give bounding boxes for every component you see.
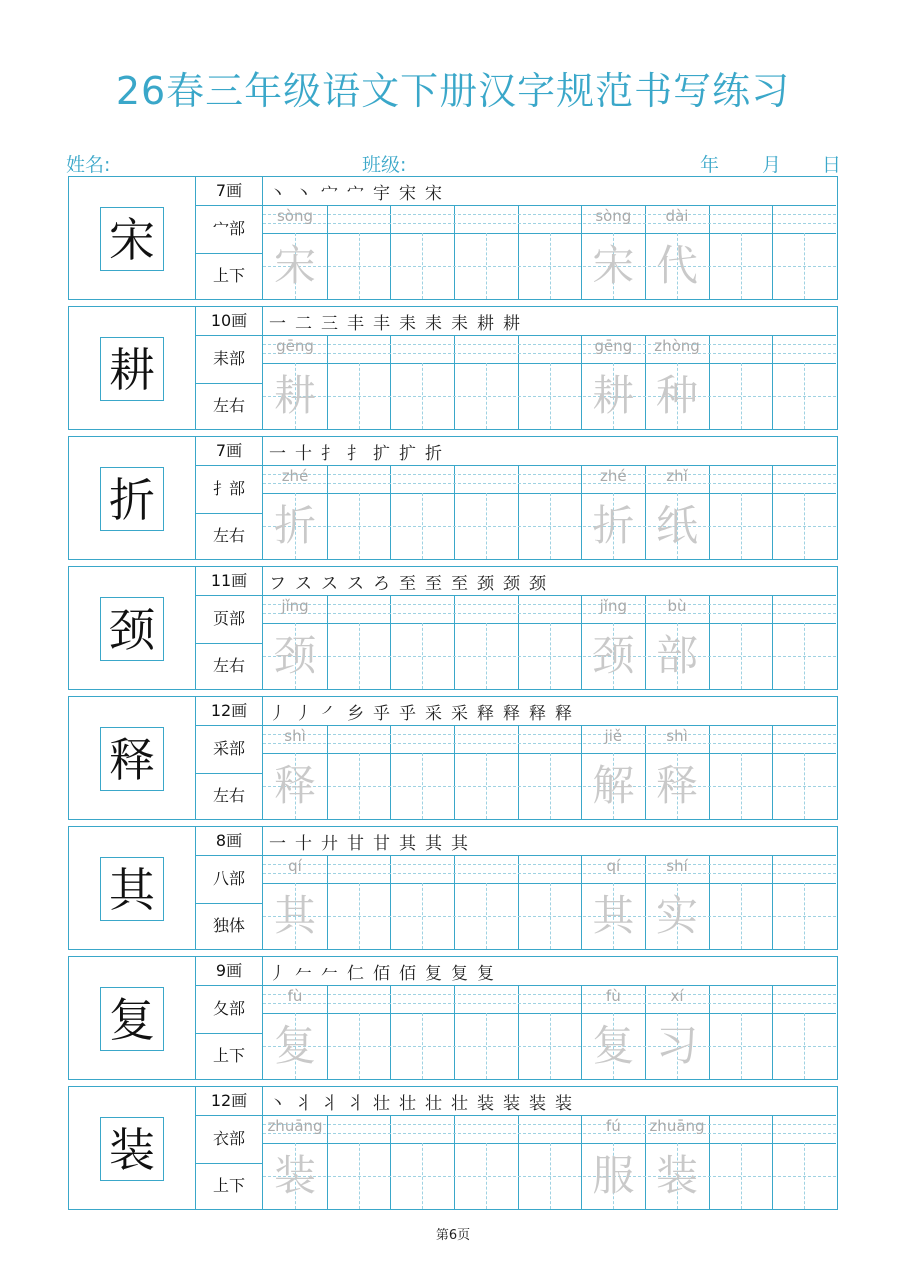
practice-grid [262,956,838,1080]
stroke-step: 采 [425,704,442,724]
char-block [68,1086,838,1210]
char-info [196,1086,262,1210]
trace-char: 复 [592,1021,635,1070]
stroke-step: 装 [477,1094,494,1114]
stroke-step: 复 [451,964,468,984]
stroke-step: ㇒ [321,704,338,724]
stroke-step: 宇 [373,184,390,204]
big-char-cell [68,696,196,820]
radical: 衣部 [196,1115,262,1164]
stroke-step: 乎 [373,704,390,724]
structure: 左右 [212,396,245,415]
stroke-step: 扩 [399,444,416,464]
char-block [68,436,838,560]
stroke-order [263,177,836,206]
pinyin: gēng [594,337,633,355]
stroke-step: 释 [529,704,546,724]
practice-grid [262,1086,838,1210]
stroke-step: 其 [425,834,442,854]
big-char: 颈 [100,597,164,661]
radical: 夂部 [196,985,262,1034]
stroke-count: 9画 [196,957,262,986]
pinyin: jǐng [281,597,309,615]
trace-char: 颈 [592,631,635,680]
stroke-step: 装 [555,1094,572,1114]
stroke-step: 壮 [373,1094,390,1114]
trace-char: 装 [655,1151,698,1200]
stroke-step: 颈 [529,574,546,594]
stroke-step: フ [269,574,286,594]
pinyin: xí [670,987,684,1005]
stroke-step: 释 [555,704,572,724]
stroke-step: 一 [269,444,286,464]
month-label: 月 [762,154,782,176]
stroke-step: 二 [295,314,312,334]
trace-char: 折 [592,501,635,550]
stroke-step: 耒 [399,314,416,334]
writing-row [263,623,836,689]
page-title: 26春三年级语文下册汉字规范书写练习 [115,69,791,113]
trace-char: 其 [592,891,635,940]
stroke-step: 丬 [321,1094,338,1114]
trace-char: 实 [655,891,698,940]
pinyin: qí [606,857,621,875]
big-char-cell [68,306,196,430]
char-info [196,436,262,560]
stroke-step: 壮 [425,1094,442,1114]
radical: 扌部 [196,465,262,514]
char-info [196,826,262,950]
pinyin: zhòng [654,337,700,355]
pinyin: fù [605,987,621,1005]
radical: 耒部 [196,335,262,384]
char-block [68,306,838,430]
char-info [196,956,262,1080]
stroke-step: 丿 [269,704,286,724]
trace-char: 装 [273,1151,316,1200]
stroke-step: 至 [451,574,468,594]
stroke-step: 装 [503,1094,520,1114]
stroke-order [263,827,836,856]
pinyin: zhǐ [666,467,688,485]
stroke-step: ス [321,574,338,594]
pinyin: dài [665,207,689,225]
pinyin-row [263,985,836,1014]
writing-row [263,883,836,949]
trace-char: 释 [655,761,698,810]
pinyin: zhuāng [267,1117,323,1135]
stroke-count: 12画 [196,1087,262,1116]
stroke-step: 耕 [477,314,494,334]
big-char: 折 [100,467,164,531]
big-char-cell [68,566,196,690]
stroke-step: 丶 [269,1094,286,1114]
class-label: 班级: [362,154,407,176]
pinyin: zhuāng [649,1117,705,1135]
structure: 左右 [212,786,245,805]
stroke-order [263,437,836,466]
stroke-count: 10画 [196,307,262,336]
stroke-step: 丬 [347,1094,364,1114]
pinyin: bù [667,597,687,615]
year-label: 年 [700,154,720,176]
pinyin: sòng [595,207,632,225]
stroke-step: 丶 [295,184,312,204]
trace-char: 部 [655,631,698,680]
pinyin: zhé [600,467,627,485]
big-char-cell [68,436,196,560]
pinyin: jiě [604,727,623,745]
big-char-cell [68,1086,196,1210]
stroke-step: 乎 [399,704,416,724]
structure: 上下 [212,1176,245,1195]
stroke-order [263,307,836,336]
practice-grid [262,566,838,690]
pinyin: fù [287,987,303,1005]
trace-char: 耕 [273,371,316,420]
char-info [196,696,262,820]
pinyin: shì [284,727,306,745]
stroke-step: 甘 [373,834,390,854]
stroke-step: 丿 [269,964,286,984]
pinyin: shì [666,727,688,745]
big-char-cell [68,826,196,950]
pinyin: zhé [281,467,309,485]
structure: 独体 [212,916,245,935]
stroke-step: 𠂉 [295,964,312,984]
writing-row [263,233,836,299]
writing-row [263,493,836,559]
pinyin: gēng [276,337,314,355]
stroke-step: 扩 [373,444,390,464]
radical: 页部 [196,595,262,644]
trace-char: 服 [592,1151,635,1200]
stroke-step: 其 [451,834,468,854]
stroke-step: 扌 [347,444,364,464]
practice-grid [262,826,838,950]
char-block [68,956,838,1080]
stroke-step: 乡 [347,704,364,724]
name-label: 姓名: [66,154,111,176]
stroke-step: 宀 [347,184,364,204]
stroke-step: 颈 [503,574,520,594]
char-info [196,566,262,690]
page-number: 第6页 [435,1228,471,1243]
stroke-step: 折 [425,444,442,464]
stroke-step: 甘 [347,834,364,854]
stroke-step: 耒 [451,314,468,334]
practice-grid [262,176,838,300]
pinyin: jǐng [599,597,628,615]
stroke-count: 8画 [196,827,262,856]
trace-char: 折 [273,501,316,550]
stroke-step: 十 [295,444,312,464]
char-info [196,176,262,300]
big-char: 耕 [100,337,164,401]
pinyin-row [263,1115,836,1144]
stroke-step: 壮 [451,1094,468,1114]
structure: 左右 [212,526,245,545]
trace-char: 代 [655,241,698,290]
big-char: 装 [100,1117,164,1181]
structure: 上下 [212,1046,245,1065]
stroke-step: 仁 [347,964,364,984]
big-char: 宋 [100,207,164,271]
practice-sheet [68,176,838,1216]
pinyin-row [263,855,836,884]
trace-char: 颈 [273,631,316,680]
stroke-count: 7画 [196,437,262,466]
stroke-step: 扌 [321,444,338,464]
writing-row [263,1143,836,1209]
stroke-step: 采 [451,704,468,724]
stroke-order [263,1087,836,1116]
trace-char: 释 [273,761,316,810]
stroke-step: 颈 [477,574,494,594]
stroke-step: 至 [425,574,442,594]
structure: 左右 [212,656,245,675]
stroke-step: 一 [269,834,286,854]
char-block [68,566,838,690]
stroke-step: 装 [529,1094,546,1114]
stroke-step: 佰 [399,964,416,984]
big-char: 释 [100,727,164,791]
stroke-step: 佰 [373,964,390,984]
stroke-step: 复 [477,964,494,984]
stroke-step: 至 [399,574,416,594]
pinyin-row [263,335,836,364]
stroke-step: ス [295,574,312,594]
stroke-step: 宋 [425,184,442,204]
stroke-step: 释 [503,704,520,724]
stroke-step: 复 [425,964,442,984]
pinyin-row [263,725,836,754]
stroke-step: ス [347,574,364,594]
stroke-step: 𠂉 [321,964,338,984]
big-char: 复 [100,987,164,1051]
pinyin: fú [605,1117,621,1135]
stroke-step: 耕 [503,314,520,334]
big-char-cell [68,956,196,1080]
stroke-step: 丰 [373,314,390,334]
stroke-count: 7画 [196,177,262,206]
writing-row [263,1013,836,1079]
stroke-step: 丰 [347,314,364,334]
char-block [68,176,838,300]
stroke-order [263,957,836,986]
stroke-step: 十 [295,834,312,854]
stroke-step: 其 [399,834,416,854]
practice-grid [262,306,838,430]
trace-char: 其 [273,891,316,940]
stroke-step: 宋 [399,184,416,204]
char-block [68,826,838,950]
radical: 宀部 [196,205,262,254]
char-block [68,696,838,820]
trace-char: 宋 [273,241,316,290]
stroke-order [263,697,836,726]
big-char-cell [68,176,196,300]
trace-char: 解 [592,761,635,810]
trace-char: 宋 [592,241,635,290]
stroke-step: 释 [477,704,494,724]
stroke-step: 廾 [321,834,338,854]
stroke-step: 丶 [269,184,286,204]
trace-char: 耕 [592,371,635,420]
pinyin-row [263,205,836,234]
pinyin-row [263,465,836,494]
char-info [196,306,262,430]
stroke-count: 11画 [196,567,262,596]
stroke-step: 三 [321,314,338,334]
pinyin: qí [288,857,302,875]
writing-row [263,753,836,819]
trace-char: 纸 [655,501,698,550]
radical: 八部 [196,855,262,904]
stroke-step: 丿 [295,704,312,724]
stroke-step: ろ [373,574,390,594]
stroke-step: 耒 [425,314,442,334]
trace-char: 种 [655,371,698,420]
trace-char: 复 [273,1021,316,1070]
radical: 采部 [196,725,262,774]
practice-grid [262,436,838,560]
stroke-order [263,567,836,596]
practice-grid [262,696,838,820]
stroke-count: 12画 [196,697,262,726]
pinyin: shí [666,857,688,875]
stroke-step: 丬 [295,1094,312,1114]
trace-char: 习 [655,1021,698,1070]
stroke-step: 壮 [399,1094,416,1114]
pinyin: sòng [276,207,314,225]
stroke-step: 宀 [321,184,338,204]
pinyin-row [263,595,836,624]
structure: 上下 [212,266,245,285]
writing-row [263,363,836,429]
big-char: 其 [100,857,164,921]
stroke-step: 一 [269,314,286,334]
day-label: 日 [822,154,842,176]
